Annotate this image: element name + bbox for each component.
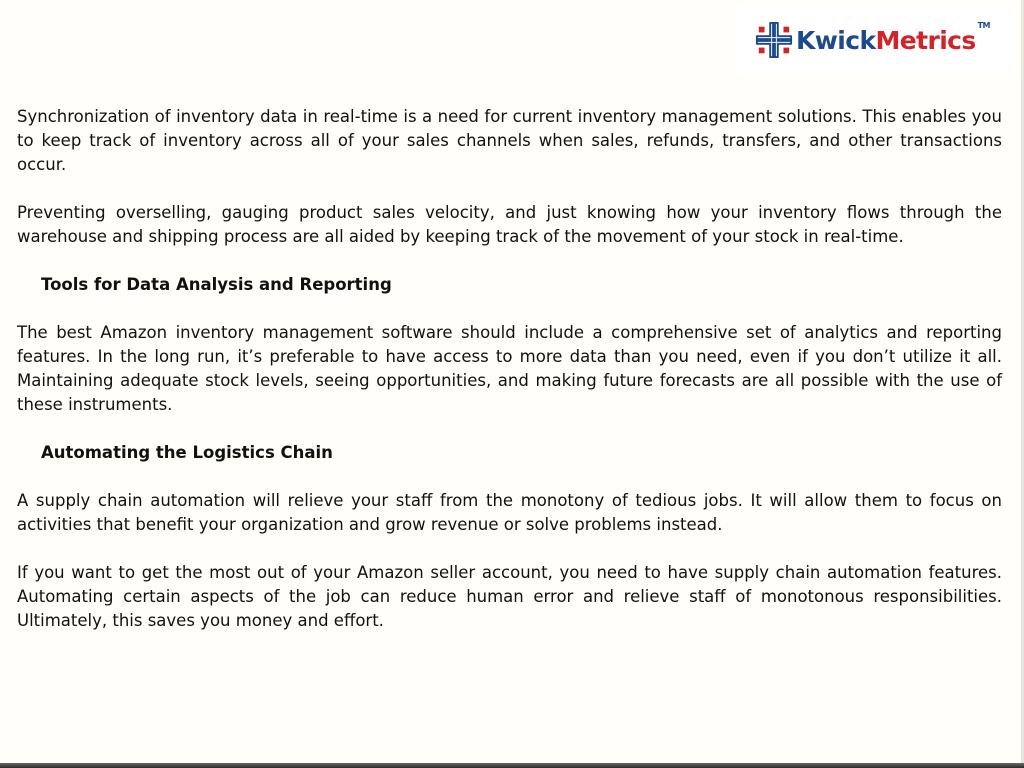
heading-logistics-automation: Automating the Logistics Chain (41, 443, 333, 462)
paragraph-realtime-sync: Synchronization of inventory data in real-time is a need for current inventory management solutions. This enables you to keep track of inventory across all of your sales channels when sales, refunds, transfers, and other transactions occur. (17, 107, 1002, 174)
kwickmetrics-logo-icon (755, 21, 793, 59)
paragraph-seller-account: If you want to get the most out of your Amazon seller account, you need to have supply chain automation features. Automating certain aspects of the job can reduce human error and relieve staff of monotonous responsibilities. Ultimately, this saves you money and effort. (17, 563, 1002, 630)
heading-data-analysis: Tools for Data Analysis and Reporting (41, 275, 392, 294)
logo-word-metrics: Metrics (875, 25, 976, 55)
logo-wordmark (796, 20, 990, 55)
paragraph-overselling: Preventing overselling, gauging product sales velocity, and just knowing how your inventory flows through the warehouse and shipping process are all aided by keeping track of the movement of your stock in real-time. (17, 203, 1002, 246)
page-edge-bottom (0, 763, 1024, 768)
paragraph-analytics: The best Amazon inventory management software should include a comprehensive set of analytics and reporting features. In the long run, it’s preferable to have access to more data than you need, even if you don’t utilize it all. Maintaining adequate stock levels, seeing opportunities, and making future forecasts are all possible with the use of these instruments. (17, 323, 1002, 414)
logo-trademark: TM (977, 20, 990, 30)
paragraph-supply-chain: A supply chain automation will relieve your staff from the monotony of tedious jobs. It will allow them to focus on activities that benefit your organization and grow revenue or solve problems instead. (17, 491, 1002, 534)
logo-word-kwick: Kwick (796, 25, 876, 55)
document-body (17, 105, 1002, 657)
kwickmetrics-logo (737, 4, 1017, 76)
